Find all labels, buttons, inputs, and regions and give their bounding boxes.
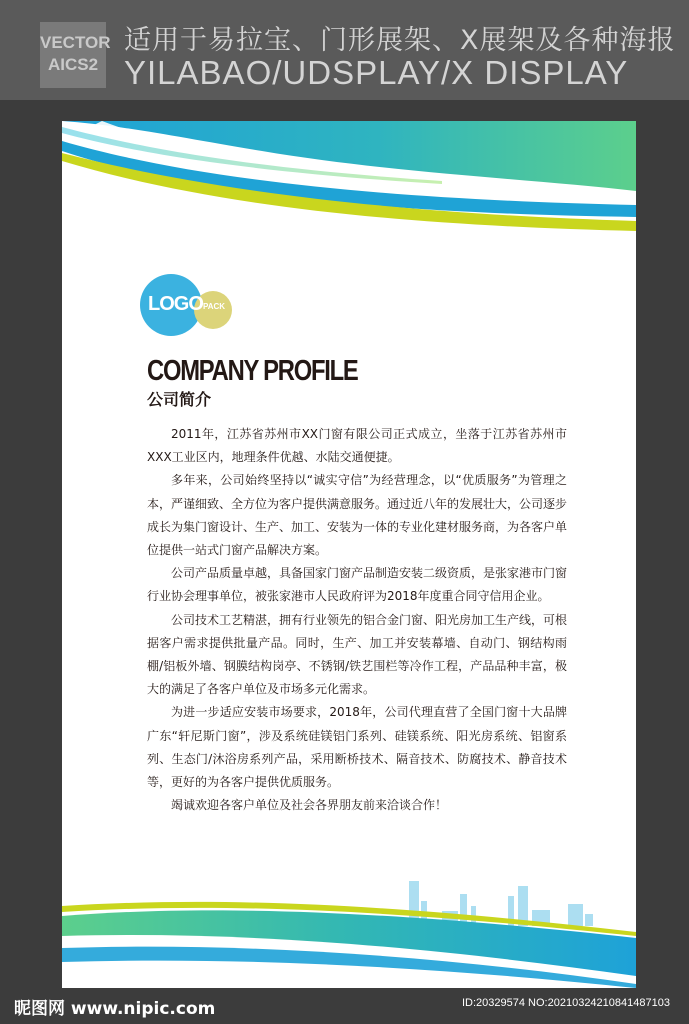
vector-badge: [40, 22, 111, 88]
company-profile-subtitle: 公司简介: [147, 390, 212, 409]
paragraph: 多年来，公司始终坚持以“诚实守信”为经营理念，以“优质服务”为管理之本，严谨细致、全方位为客户提供满意服务。通过近八年的发展壮大，公司逐步成长为集门窗设计、生产、加工、安装为一体的专业化建材服务商，为各客户单位提供一站式门窗产品解决方案。: [147, 473, 568, 558]
watermark-id: ID:20329574 NO:20210324210841487103: [462, 997, 670, 1009]
pack-text: PACK: [203, 302, 226, 311]
profile-body: [147, 423, 567, 817]
banner-title-en: YILABAO/UDSPLAY/X DISPLAY: [124, 54, 629, 91]
top-wave-graphic: [62, 121, 636, 236]
company-profile-title: COMPANY PROFILE: [147, 355, 358, 387]
banner-title-cn: 适用于易拉宝、门形展架、X展架及各种海报: [124, 25, 676, 56]
paragraph: 竭诚欢迎各客户单位及社会各界朋友前来洽谈合作！: [171, 798, 448, 813]
bottom-wave-graphic: [62, 876, 636, 988]
logo-text: LOGO: [148, 293, 203, 315]
top-banner: [0, 0, 689, 100]
watermark-site: 昵图网 www.nipic.com: [14, 999, 216, 1019]
paragraph: 为进一步适应安装市场要求，2018年，公司代理直营了全国门窗十大品牌广东“轩尼斯门窗”，涉及系统硅镁铝门系列、硅镁系统、阳光房系统、铝窗系列、生态门/沐浴房系列产品，采用断桥技术、隔音技术、防腐技术、静音技术等，更好的为各客户提供优质服务。: [147, 705, 567, 790]
badge-line2: AICS2: [47, 55, 99, 74]
badge-line1: VECTOR: [40, 33, 111, 52]
paragraph: 公司技术工艺精湛，拥有行业领先的铝合金门窗、阳光房加工生产线，可根据客户需求提供批量产品。同时，生产、加工并安装幕墙、自动门、钢结构雨棚/铝板外墙、钢膜结构岗亭、不锈钢/铁艺围栏等冷作工程，产品品种丰富，极大的满足了各客户单位及市场多元化需求。: [147, 612, 568, 697]
paragraph: 2011年，江苏省苏州市XX门窗有限公司正式成立，坐落于江苏省苏州市XXX工业区内，地理条件优越、水陆交通便捷。: [147, 427, 567, 465]
paragraph: 公司产品质量卓越，具备国家门窗产品制造安装二级资质，是张家港市门窗行业协会理事单位，被张家港市人民政府评为2018年度重合同守信用企业。: [147, 566, 568, 604]
poster: [62, 121, 636, 988]
